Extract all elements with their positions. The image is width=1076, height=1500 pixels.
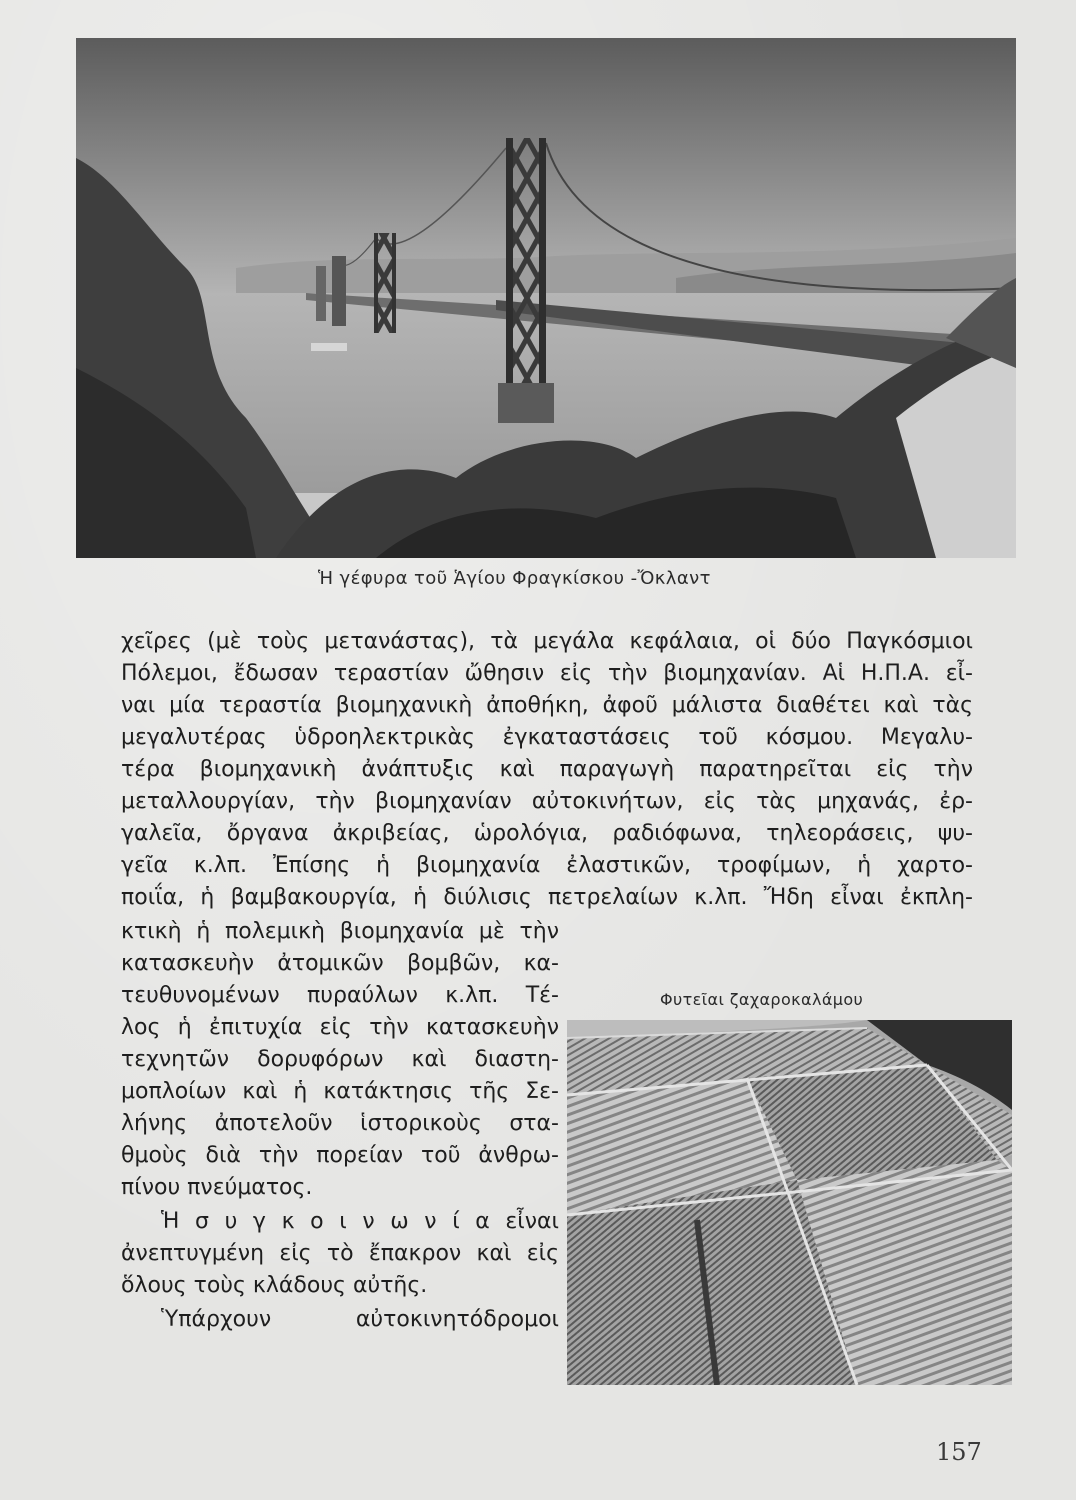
body-line-6: μεταλλουργίαν, τὴν βιομηχανίαν αὐτοκινήτων, εἰς τὰς μηχανάς, ἐρ-: [121, 789, 973, 814]
narrow-line-3: τευθυνομένων πυραύλων κ.λπ. Τέ-: [121, 983, 559, 1008]
para3-line-1: Ὑπάρχουν αὐτοκινητόδρομοι: [161, 1307, 559, 1332]
para2-line-1: Ἡ σ υ γ κ ο ι ν ω ν ί α εἶναι: [161, 1209, 559, 1234]
sugarcane-photo: [567, 1020, 1012, 1385]
bridge-illustration: [76, 38, 1016, 558]
body-line-2: Πόλεμοι, ἔδωσαν τεραστίαν ὤθησιν εἰς τὴν βιομηχανίαν. Αἱ Η.Π.Α. εἶ-: [121, 661, 973, 686]
body-line-5: τέρα βιομηχανικὴ ἀνάπτυξις καὶ παραγωγὴ παρατηρεῖται εἰς τὴν: [121, 757, 973, 782]
narrow-line-7: λήνης ἀποτελοῦν ἱστορικοὺς στα-: [121, 1111, 559, 1136]
body-line-9: ποιΐα, ἡ βαμβακουργία, ἡ διύλισις πετρελαίων κ.λπ. Ἤδη εἶναι ἐκπλη-: [121, 885, 973, 910]
body-line-1: χεῖρες (μὲ τοὺς μετανάστας), τὰ μεγάλα κεφάλαια, οἱ δύο Παγκόσμιοι: [121, 629, 973, 654]
body-line-3: ναι μία τεραστία βιομηχανικὴ ἀποθήκη, ἀφοῦ μάλιστα διαθέτει καὶ τὰς: [121, 693, 973, 718]
para2-line-3: ὅλους τοὺς κλάδους αὐτῆς.: [121, 1273, 428, 1298]
sugarcane-caption: Φυτεῖαι ζαχαροκαλάμου: [660, 990, 864, 1009]
narrow-line-9: πίνου πνεύματος.: [121, 1175, 313, 1200]
narrow-line-1: κτικὴ ἡ πολεμικὴ βιομηχανία μὲ τὴν: [121, 919, 559, 944]
body-line-8: γεῖα κ.λπ. Ἐπίσης ἡ βιομηχανία ἐλαστικῶν, τροφίμων, ἡ χαρτο-: [121, 853, 973, 878]
narrow-line-2: κατασκευὴν ἀτομικῶν βομβῶν, κα-: [121, 951, 559, 976]
narrow-line-8: θμοὺς διὰ τὴν πορείαν τοῦ ἀνθρω-: [121, 1143, 559, 1168]
body-line-7: γαλεῖα, ὄργανα ἀκριβείας, ὡρολόγια, ραδιόφωνα, τηλεοράσεις, ψυ-: [121, 821, 973, 846]
narrow-line-5: τεχνητῶν δορυφόρων καὶ διαστη-: [121, 1047, 559, 1072]
narrow-line-6: μοπλοίων καὶ ἡ κατάκτησις τῆς Σε-: [121, 1079, 559, 1104]
page-number: 157: [936, 1438, 982, 1466]
sugarcane-illustration: [567, 1020, 1012, 1385]
body-line-4: μεγαλυτέρας ὑδροηλεκτρικὰς ἐγκαταστάσεις τοῦ κόσμου. Μεγαλυ-: [121, 725, 973, 750]
narrow-line-4: λος ἡ ἐπιτυχία εἰς τὴν κατασκευὴν: [121, 1015, 559, 1040]
para2-line-2: ἀνεπτυγμένη εἰς τὸ ἔπακρον καὶ εἰς: [121, 1241, 559, 1266]
bridge-caption: Ἡ γέφυρα τοῦ Ἁγίου Φραγκίσκου -Ὄκλαντ: [318, 568, 711, 589]
bridge-photo: [76, 38, 1016, 558]
